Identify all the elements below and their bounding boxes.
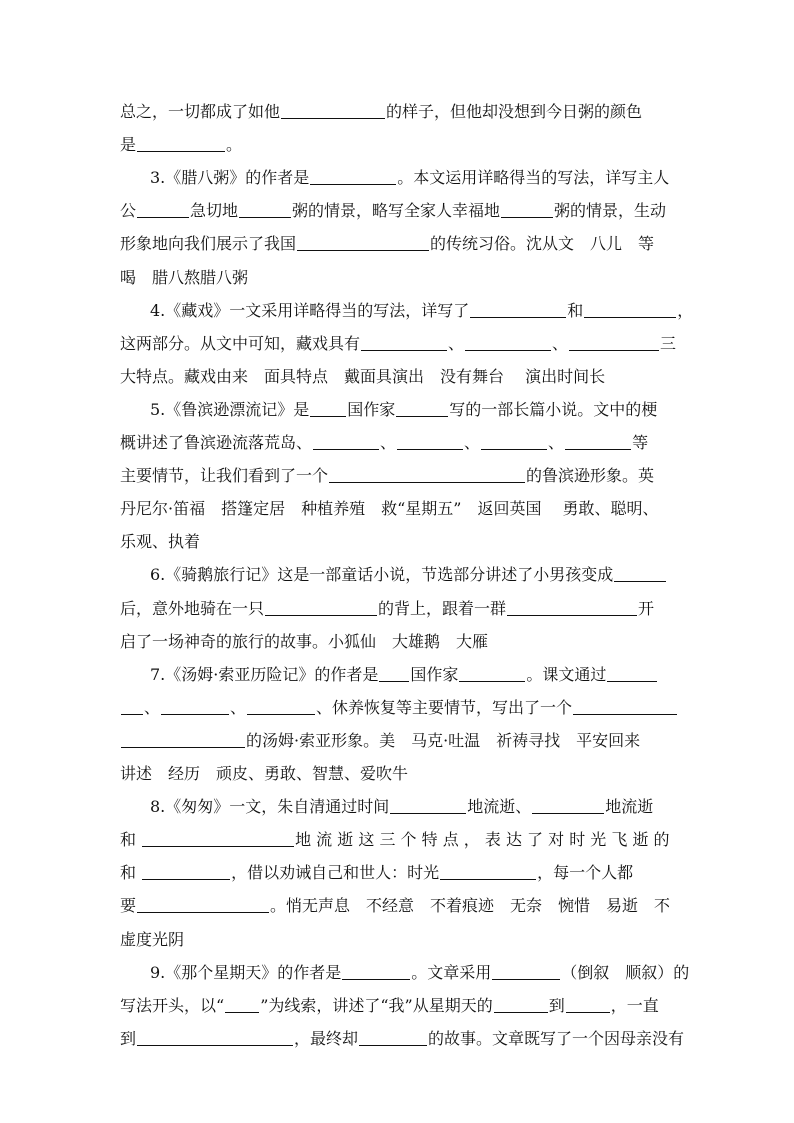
- text-segment: ，: [677, 300, 694, 320]
- text-line: [120, 493, 659, 525]
- text-segment: 和: [567, 300, 584, 320]
- text-segment: 写的一部长篇小说。文中的梗: [449, 399, 658, 419]
- fill-in-blank[interactable]: [494, 992, 548, 1013]
- text-line: [150, 162, 669, 194]
- fill-in-blank[interactable]: [379, 661, 409, 682]
- text-segment: 、休养恢复等主要情节，写出了一个: [316, 697, 573, 717]
- text-segment: 8.《匆匆》一文，朱自清通过时间: [150, 797, 390, 817]
- text-segment: 。本文运用详略得当的写法，详写主人: [397, 168, 670, 188]
- text-segment: 7.《汤姆·索亚历险记》的作者是: [150, 664, 379, 684]
- text-segment: 、: [230, 697, 247, 717]
- text-segment: 9.《那个星期天》的作者是: [150, 962, 342, 982]
- text-line: [120, 692, 678, 724]
- text-segment: 主要情节，让我们看到了一个: [120, 466, 329, 486]
- text-segment: ，每一个人都: [537, 863, 634, 883]
- text-segment: ”为线索，讲述了“我”从星期天的: [260, 995, 493, 1015]
- text-line: [120, 427, 648, 459]
- text-segment: 。课文通过: [526, 664, 607, 684]
- text-segment: ，最终却: [294, 1028, 359, 1048]
- fill-in-blank[interactable]: [501, 197, 553, 218]
- text-line: [120, 990, 659, 1022]
- text-line: [120, 824, 670, 856]
- text-segment: ，一直: [610, 995, 659, 1015]
- text-line: [150, 791, 653, 823]
- text-line: [120, 857, 633, 889]
- text-segment: 地流逝: [605, 797, 654, 817]
- fill-in-blank[interactable]: [492, 959, 560, 980]
- text-segment: 总之，一切都成了如他: [120, 102, 281, 121]
- fill-in-blank[interactable]: [137, 197, 189, 218]
- text-segment: 国作家: [410, 664, 459, 684]
- text-line: [120, 228, 654, 260]
- fill-in-blank[interactable]: [329, 462, 525, 483]
- fill-in-blank[interactable]: [565, 429, 631, 450]
- text-segment: 地流逝、: [467, 797, 532, 817]
- text-line: [120, 262, 248, 294]
- fill-in-blank[interactable]: [481, 429, 547, 450]
- text-segment: 等: [632, 433, 649, 452]
- text-segment: 要: [120, 896, 137, 916]
- text-line: [120, 890, 670, 922]
- fill-in-blank[interactable]: [359, 1025, 427, 1046]
- fill-in-blank[interactable]: [137, 131, 225, 152]
- text-line: [120, 626, 488, 658]
- fill-in-blank[interactable]: [142, 826, 294, 847]
- fill-in-blank[interactable]: [281, 98, 385, 119]
- fill-in-blank[interactable]: [137, 892, 269, 913]
- text-segment: 、: [380, 433, 397, 452]
- fill-in-blank[interactable]: [459, 661, 525, 682]
- fill-in-blank[interactable]: [614, 561, 666, 582]
- text-segment: 是: [120, 135, 137, 155]
- fill-in-blank[interactable]: [532, 793, 604, 814]
- text-segment: 、: [464, 433, 481, 452]
- fill-in-blank[interactable]: [310, 164, 396, 185]
- text-segment: 的鲁滨逊形象。英: [526, 466, 655, 486]
- text-line: [120, 328, 676, 360]
- text-segment: 粥的情景，生动: [554, 201, 667, 221]
- text-segment: 开: [638, 598, 655, 618]
- text-segment: 。文章采用: [411, 962, 492, 982]
- fill-in-blank[interactable]: [607, 661, 657, 682]
- text-segment: 、: [448, 333, 465, 353]
- fill-in-blank[interactable]: [265, 595, 377, 616]
- text-segment: 这两部分。从文中可知，藏戏具有: [120, 333, 361, 353]
- text-line: [120, 758, 408, 790]
- fill-in-blank[interactable]: [121, 727, 245, 748]
- text-segment: 公: [120, 201, 137, 221]
- text-segment: 丹尼尔·笛福 搭篷定居 种植养殖 救“星期五” 返回英国 勇敢、聪明、: [120, 499, 659, 519]
- text-segment: 和: [120, 830, 142, 850]
- text-line: [150, 559, 667, 591]
- text-segment: 。: [226, 135, 243, 155]
- text-segment: 到: [120, 1028, 137, 1048]
- fill-in-blank[interactable]: [390, 793, 466, 814]
- fill-in-blank[interactable]: [397, 429, 463, 450]
- text-segment: 急切地: [190, 201, 239, 221]
- text-segment: 大特点。藏戏由来 面具特点 戴面具演出 没有舞台 演出时间长: [120, 366, 606, 386]
- text-line: [120, 924, 184, 956]
- fill-in-blank[interactable]: [310, 396, 346, 417]
- text-segment: 。悄无声息 不经意 不着痕迹 无奈 惋惜 易逝 不: [270, 896, 671, 916]
- text-segment: 5.《鲁滨逊漂流记》是: [150, 399, 310, 419]
- fill-in-blank[interactable]: [566, 992, 610, 1013]
- text-segment: 概讲述了鲁滨逊流落荒岛、: [120, 433, 313, 452]
- text-segment: 和: [120, 863, 142, 883]
- text-segment: ，借以劝诫自己和世人：时光: [231, 863, 440, 883]
- text-line: [120, 96, 642, 128]
- text-line: [120, 361, 605, 393]
- text-line: [150, 394, 657, 426]
- text-segment: 喝 腊八熬腊八粥: [120, 267, 249, 287]
- text-segment: 地 流 逝 这 三 个 特 点 ， 表 达 了 对 时 光 飞 逝 的: [295, 830, 670, 850]
- fill-in-blank[interactable]: [440, 859, 536, 880]
- text-line: [120, 195, 666, 227]
- text-segment: 3.《腊八粥》的作者是: [150, 168, 310, 188]
- text-segment: 到: [548, 995, 565, 1015]
- text-line: [150, 957, 689, 989]
- text-segment: 、: [552, 333, 569, 353]
- text-line: [120, 460, 654, 492]
- fill-in-blank[interactable]: [584, 297, 676, 318]
- fill-in-blank[interactable]: [569, 330, 659, 351]
- fill-in-blank[interactable]: [297, 230, 429, 251]
- fill-in-blank[interactable]: [470, 297, 566, 318]
- text-line: [120, 1023, 684, 1055]
- text-line: [120, 593, 654, 625]
- text-line: [120, 725, 640, 757]
- text-line: [120, 129, 242, 161]
- fill-in-blank[interactable]: [313, 429, 379, 450]
- text-segment: 粥的情景，略写全家人幸福地: [292, 201, 501, 221]
- text-segment: 的样子，但他却没想到今日粥的颜色: [386, 102, 643, 121]
- fill-in-blank[interactable]: [239, 197, 291, 218]
- text-segment: 4.《藏戏》一文采用详略得当的写法，详写了: [150, 300, 470, 320]
- fill-in-blank[interactable]: [137, 1025, 293, 1046]
- fill-in-blank[interactable]: [247, 694, 315, 715]
- text-segment: 三: [660, 333, 677, 353]
- text-segment: （倒叙 顺叙）的: [561, 962, 690, 982]
- text-segment: 的汤姆·索亚形象。美 马克·吐温 祈祷寻找 平安回来: [246, 730, 641, 750]
- text-segment: 的背上，跟着一群: [378, 598, 507, 618]
- fill-in-blank[interactable]: [142, 859, 230, 880]
- text-segment: 的故事。文章既写了一个因母亲没有: [428, 1028, 685, 1048]
- text-segment: 6.《骑鹅旅行记》这是一部童话小说，节选部分讲述了小男孩变成: [150, 565, 614, 585]
- fill-in-blank[interactable]: [573, 694, 677, 715]
- text-segment: 讲述 经历 顽皮、勇敢、智慧、爱吹牛: [120, 764, 409, 783]
- text-segment: 、: [144, 697, 161, 717]
- fill-in-blank[interactable]: [361, 330, 447, 351]
- fill-in-blank[interactable]: [342, 959, 410, 980]
- text-segment: 国作家: [347, 399, 396, 419]
- text-segment: 写法开头，以“: [120, 995, 225, 1015]
- fill-in-blank[interactable]: [396, 396, 448, 417]
- text-segment: 、: [548, 433, 565, 452]
- text-line: [150, 295, 693, 327]
- text-segment: 形象地向我们展示了我国: [120, 234, 297, 254]
- text-line: [150, 659, 658, 691]
- text-segment: 虚度光阴: [120, 929, 185, 949]
- fill-in-blank[interactable]: [507, 595, 637, 616]
- fill-in-blank[interactable]: [161, 694, 229, 715]
- text-segment: 后，意外地骑在一只: [120, 598, 265, 618]
- text-segment: 启了一场神奇的旅行的故事。小狐仙 大雄鹅 大雁: [120, 631, 489, 651]
- text-segment: 乐观、执着: [120, 532, 201, 552]
- text-segment: 的传统习俗。沈从文 八儿 等: [430, 234, 655, 254]
- fill-in-blank[interactable]: [465, 330, 551, 351]
- fill-in-blank[interactable]: [121, 694, 143, 715]
- text-line: [120, 526, 200, 558]
- fill-in-blank[interactable]: [225, 992, 259, 1013]
